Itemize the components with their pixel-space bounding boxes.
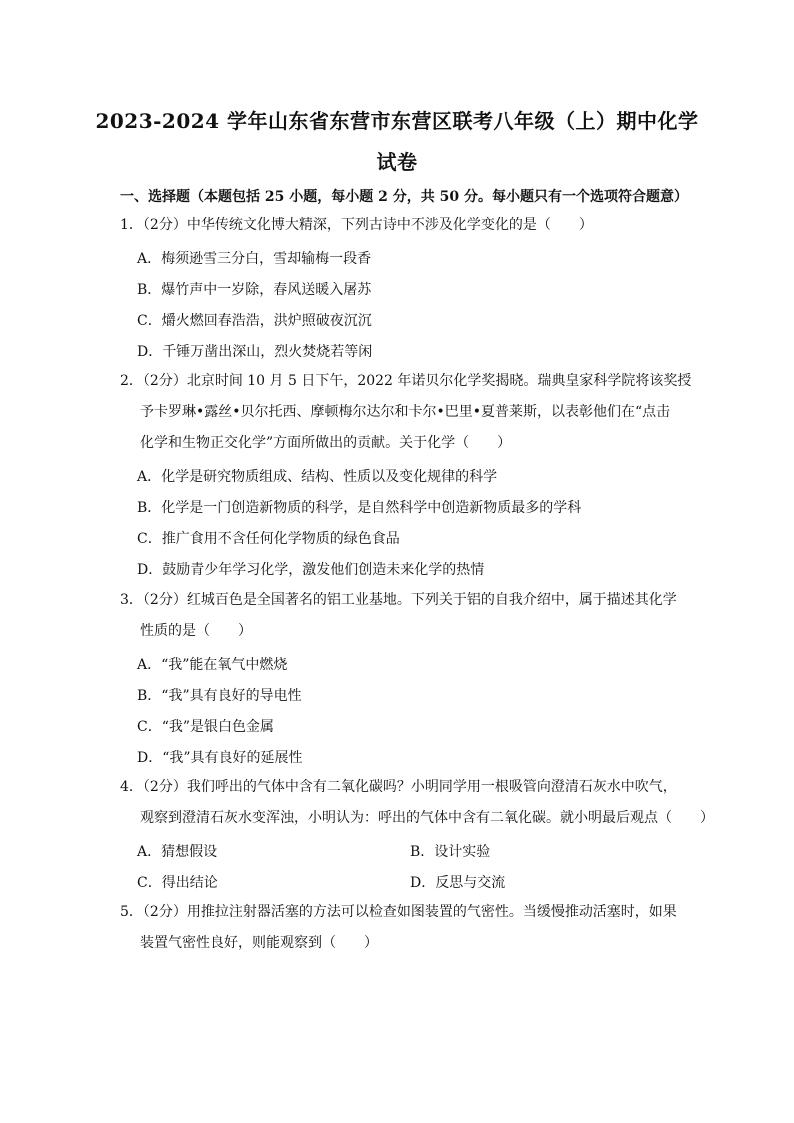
question-1-option-a: A．梅须逊雪三分白，雪却输梅一段香 — [137, 251, 372, 267]
question-stem-line: 化学和生物正交化学”方面所做出的贡献。关于化学（ ） — [140, 435, 512, 451]
question-2-option-a: A．化学是研究物质组成、结构、性质以及变化规律的科学 — [137, 469, 498, 485]
exam-title-line-1: 2023-2024 学年山东省东营市东营区联考八年级（上）期中化学 — [95, 109, 699, 133]
question-1-option-d: D．千锤万凿出深山，烈火焚烧若等闲 — [137, 344, 373, 360]
question-stem-line: 3．（2分）红城百色是全国著名的铝工业基地。下列关于铝的自我介绍中，属于描述其化学 — [120, 592, 677, 608]
question-2-option-c: C．推广食用不含任何化学物质的绿色食品 — [137, 531, 400, 547]
question-5-stem — [120, 897, 690, 959]
question-1-option-b: B．爆竹声中一岁除，春风送暖入屠苏 — [137, 282, 372, 298]
question-2-option-b: B．化学是一门创造新物质的科学，是自然科学中创造新物质最多的学科 — [137, 500, 582, 516]
question-stem-line: 性质的是（ ） — [140, 623, 252, 639]
question-stem-line: 1．（2分）中华传统文化博大精深，下列古诗中不涉及化学变化的是（ ） — [120, 217, 593, 233]
section-heading: 一、选择题（本题包括 25 小题，每小题 2 分，共 50 分。每小题只有一个选项符合题意） — [120, 189, 688, 205]
question-2-stem — [120, 366, 690, 459]
exam-title-line-2: 试卷 — [376, 150, 418, 174]
question-stem-line: 4．（2分）我们呼出的气体中含有二氧化碳吗？小明同学用一根吸管向澄清石灰水中吹气， — [120, 779, 677, 795]
question-stem-line: 观察到澄清石灰水变浑浊，小明认为：呼出的气体中含有二氧化碳。就小明最后观点（ ） — [140, 810, 714, 826]
question-stem-line: 装置气密性良好，则能观察到（ ） — [140, 935, 378, 951]
question-4-option-d: D．反思与交流 — [410, 875, 506, 891]
question-3-option-b: B．“我”具有良好的导电性 — [137, 688, 302, 704]
question-stem-line: 5．（2分）用推拉注射器活塞的方法可以检查如图装置的气密性。当缓慢推动活塞时，如果 — [120, 904, 677, 920]
question-3-option-a: A．“我”能在氧气中燃烧 — [137, 657, 288, 673]
question-4-option-c: C．得出结论 — [137, 875, 218, 891]
question-4-option-a: A．猜想假设 — [137, 844, 218, 860]
question-stem-line: 予卡罗琳•露丝•贝尔托西、摩顿梅尔达尔和卡尔•巴里•夏普莱斯，以表彰他们在“点击 — [140, 404, 671, 420]
question-4-option-b: B．设计实验 — [410, 844, 491, 860]
question-3-stem — [120, 585, 690, 647]
question-4-stem — [120, 772, 714, 834]
question-2-option-d: D．鼓励青少年学习化学，激发他们创造未来化学的热情 — [137, 562, 485, 578]
question-1-stem — [120, 210, 690, 241]
question-3-option-c: C．“我”是银白色金属 — [137, 719, 275, 735]
question-stem-line: 2．（2分）北京时间 10 月 5 日下午，2022 年诺贝尔化学奖揭晓。瑞典皇家科学院将该奖授 — [120, 373, 692, 389]
question-1-option-c: C．爝火燃回春浩浩，洪炉照破夜沉沉 — [137, 313, 372, 329]
question-3-option-d: D．“我”具有良好的延展性 — [137, 750, 303, 766]
